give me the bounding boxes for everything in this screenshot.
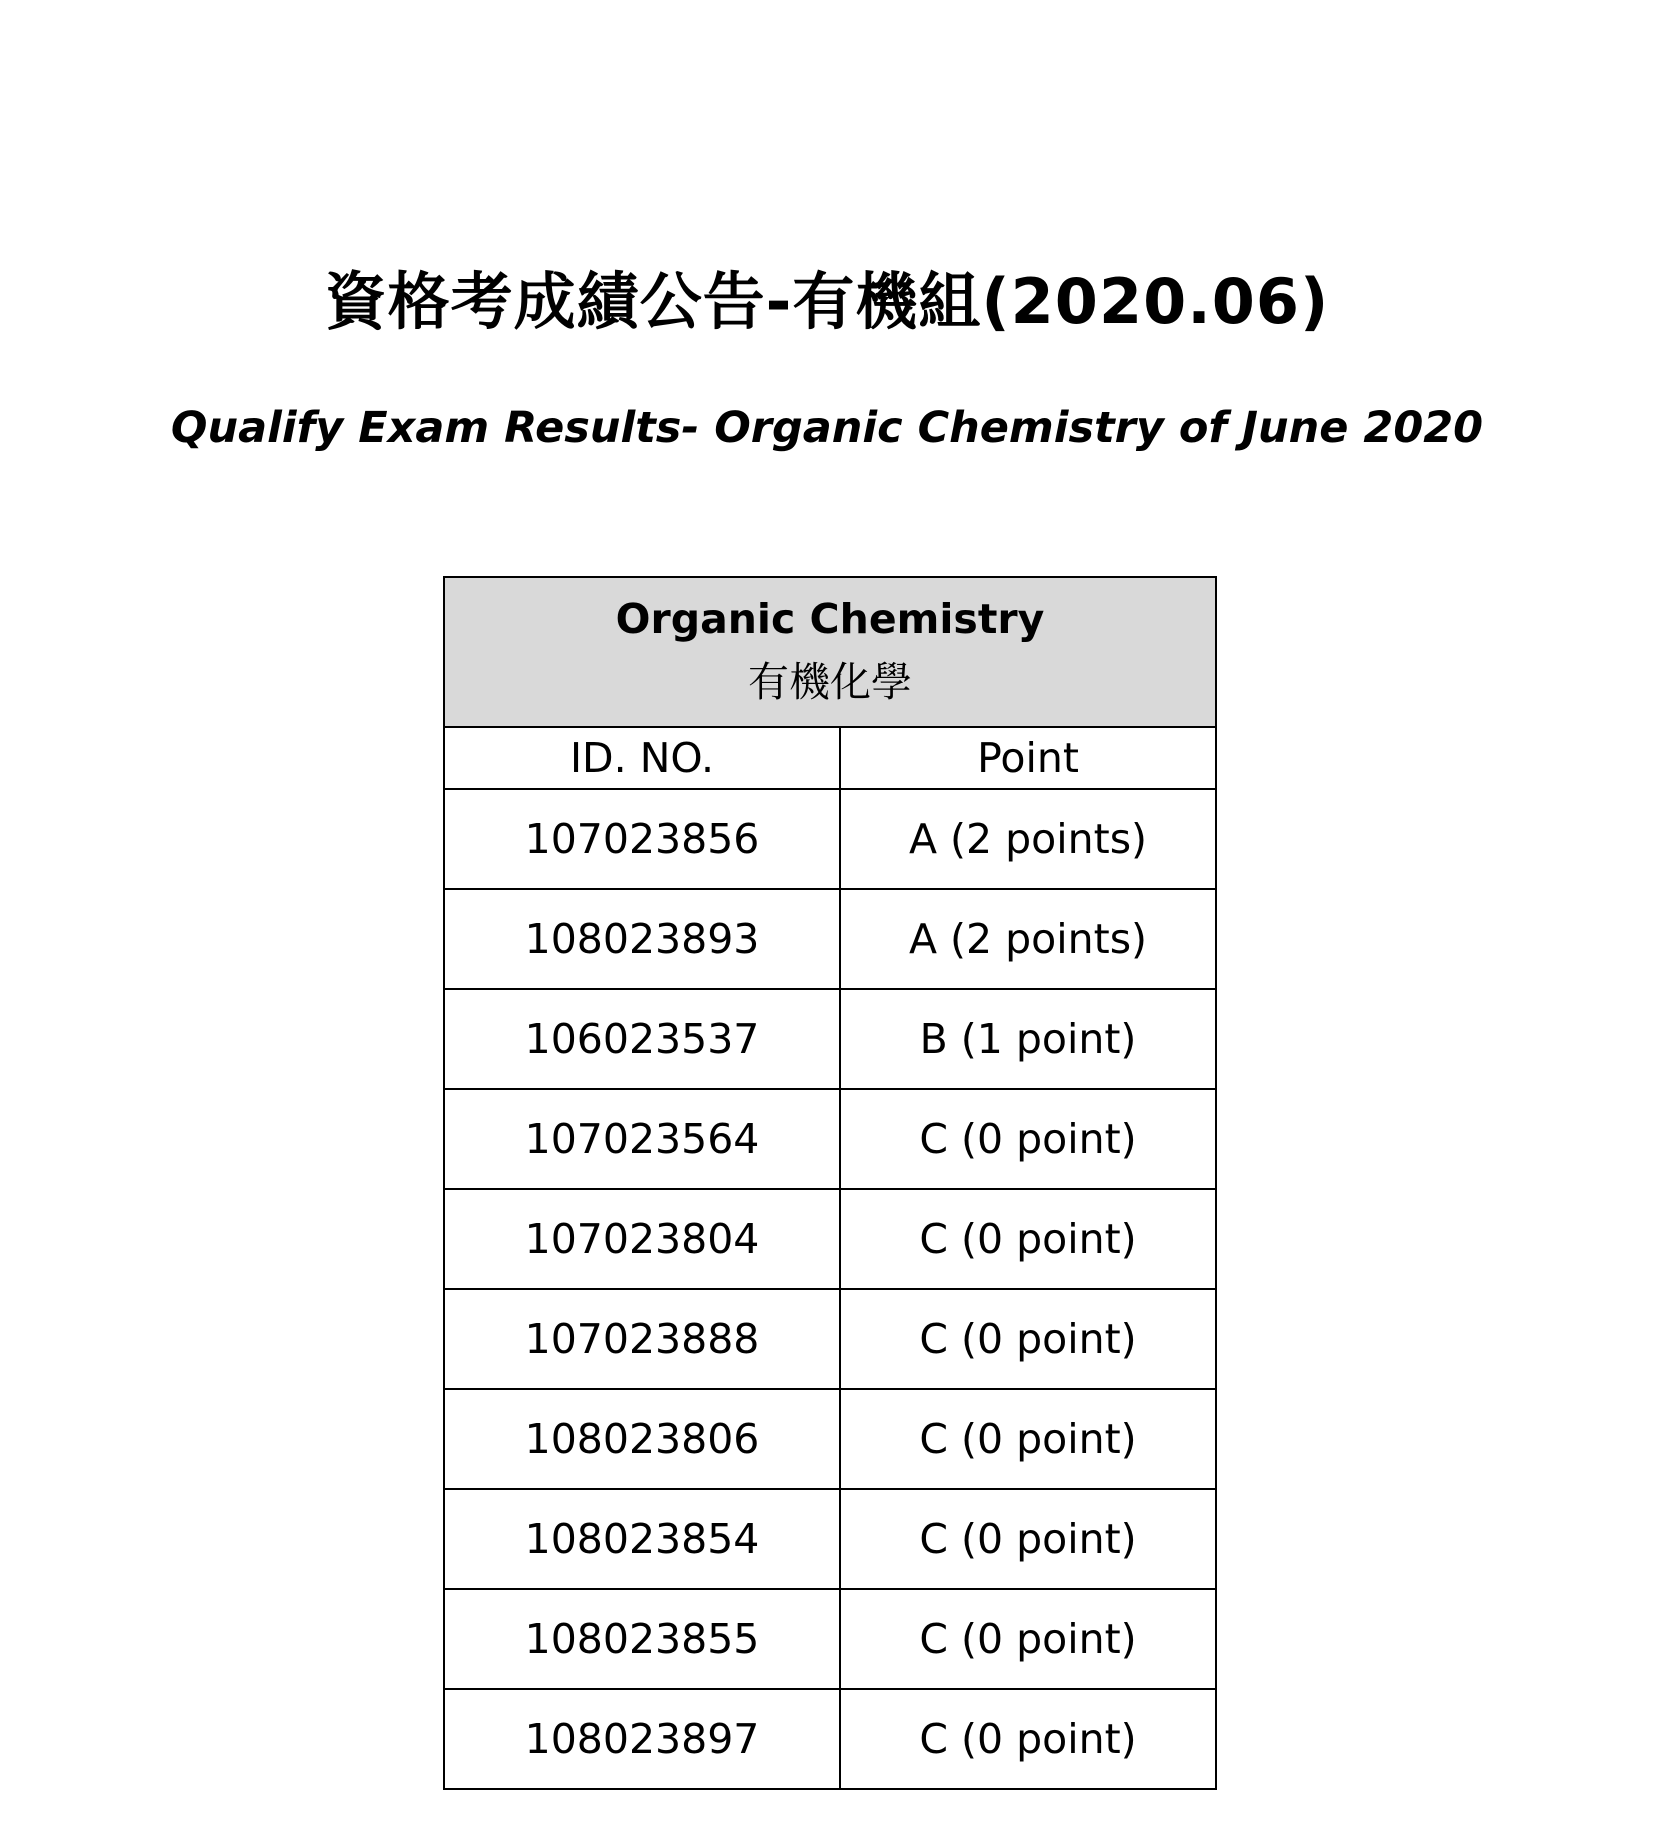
id-cell: 108023854 (444, 1489, 840, 1589)
point-cell: C (0 point) (840, 1289, 1216, 1389)
point-cell: A (2 points) (840, 889, 1216, 989)
column-header-id: ID. NO. (444, 727, 840, 789)
table-row (444, 789, 1216, 889)
id-cell: 108023897 (444, 1689, 840, 1789)
column-header-point: Point (840, 727, 1216, 789)
subject-header-cell (444, 577, 1216, 727)
table-row (444, 1389, 1216, 1489)
point-cell: A (2 points) (840, 789, 1216, 889)
point-cell: C (0 point) (840, 1689, 1216, 1789)
subject-name-english: Organic Chemistry (615, 595, 1045, 643)
id-cell: 107023888 (444, 1289, 840, 1389)
point-cell: C (0 point) (840, 1389, 1216, 1489)
page-title-chinese: 資格考成績公告-有機組(2020.06) (324, 265, 1330, 338)
id-cell: 107023856 (444, 789, 840, 889)
point-cell: C (0 point) (840, 1589, 1216, 1689)
page-title-english: Qualify Exam Results- Organic Chemistry of June 2020 (170, 403, 1484, 453)
table-row (444, 1189, 1216, 1289)
id-cell: 108023893 (444, 889, 840, 989)
table-row (444, 889, 1216, 989)
point-cell: B (1 point) (840, 989, 1216, 1089)
results-table (443, 576, 1217, 1790)
subject-header-row (444, 577, 1216, 727)
id-cell: 106023537 (444, 989, 840, 1089)
table-row (444, 989, 1216, 1089)
id-cell: 108023855 (444, 1589, 840, 1689)
table-row (444, 1089, 1216, 1189)
table-row (444, 1289, 1216, 1389)
subject-name-chinese: 有機化學 (748, 658, 912, 706)
id-cell: 107023564 (444, 1089, 840, 1189)
point-cell: C (0 point) (840, 1089, 1216, 1189)
table-row (444, 1489, 1216, 1589)
id-cell: 107023804 (444, 1189, 840, 1289)
id-cell: 108023806 (444, 1389, 840, 1489)
point-cell: C (0 point) (840, 1489, 1216, 1589)
table-row (444, 1589, 1216, 1689)
table-row (444, 1689, 1216, 1789)
column-header-row (444, 727, 1216, 789)
point-cell: C (0 point) (840, 1189, 1216, 1289)
